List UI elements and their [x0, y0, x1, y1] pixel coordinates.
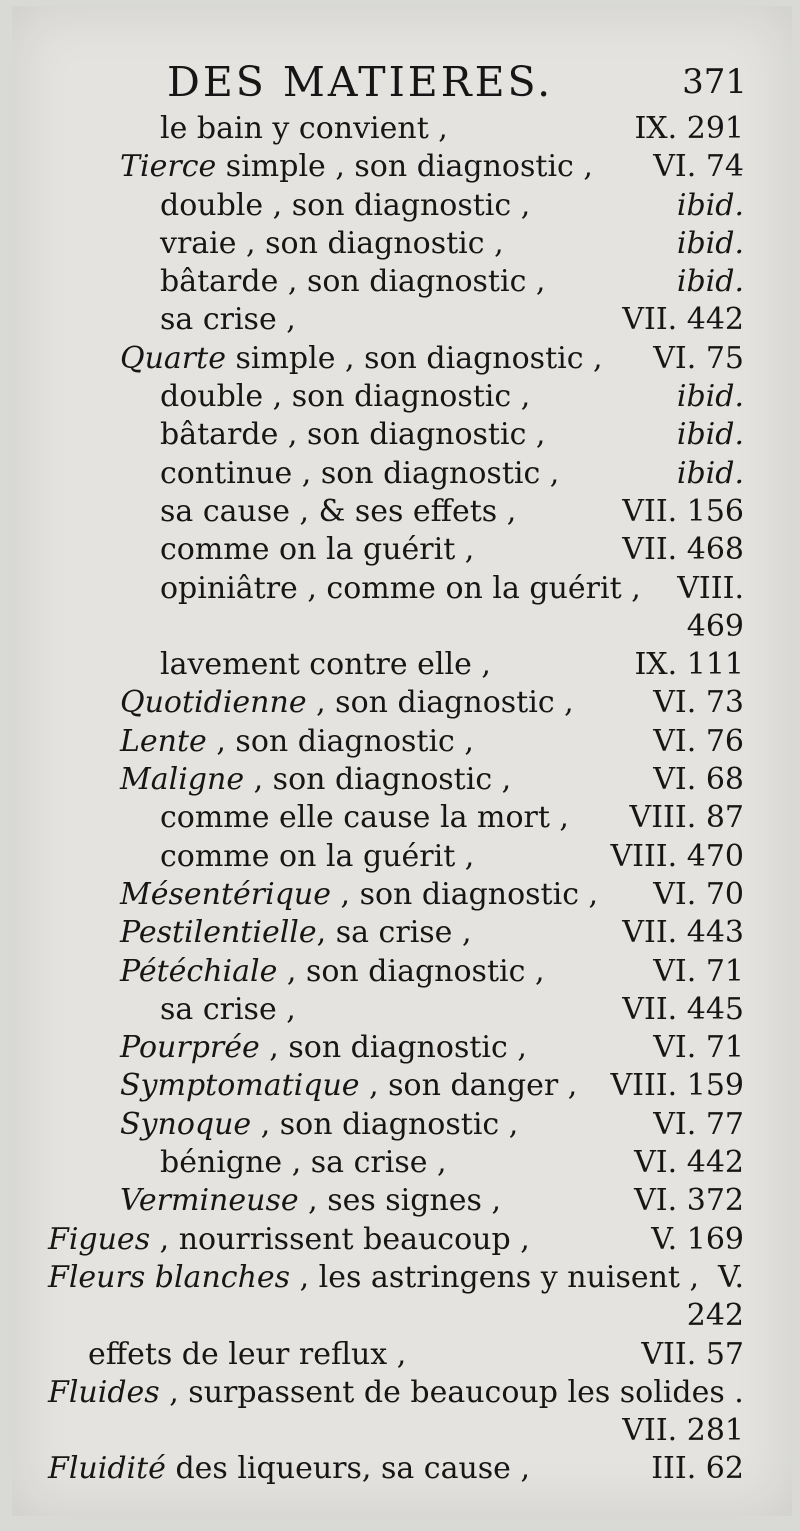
entry-text: [160, 416, 545, 454]
index-entry: [12, 225, 792, 263]
entry-headword: Symptomatique: [120, 1068, 360, 1104]
index-entry: [12, 493, 792, 531]
index-entry: [12, 914, 792, 952]
index-entry: [12, 684, 792, 722]
entry-text: [160, 799, 569, 837]
entry-reference: VII. 281: [622, 1413, 744, 1449]
entry-reference: VI. 77: [653, 1106, 744, 1142]
entry-description: bâtarde , son diagnostic ,: [160, 417, 546, 453]
entry-reference: ibid.: [676, 417, 744, 453]
entry-text: [120, 1106, 518, 1144]
index-entry: [12, 1182, 792, 1220]
entry-reference: VI. 74: [653, 149, 744, 185]
entry-reference: VIII. 159: [610, 1068, 744, 1104]
entry-description: , son danger ,: [359, 1068, 578, 1104]
entry-reference: ibid.: [676, 225, 744, 261]
entry-text: [48, 1221, 530, 1259]
entry-reference: VII. 442: [622, 302, 744, 338]
index-entry: [12, 761, 792, 799]
entry-description: , son diagnostic ,: [251, 1106, 519, 1142]
entry-reference: ibid.: [676, 379, 744, 415]
entry-reference: V. 169: [651, 1221, 744, 1257]
entry-text: [160, 1144, 447, 1182]
entry-text: [120, 340, 603, 378]
entry-text: [160, 646, 491, 684]
entry-reference: VI. 73: [653, 685, 744, 721]
entry-reference: VIII. 87: [629, 800, 744, 836]
index-entry: [12, 953, 792, 991]
entry-description: comme on la guérit ,: [160, 532, 475, 568]
index-entry: [12, 1144, 792, 1182]
entry-headword: Figues: [48, 1221, 151, 1257]
index-entry: [12, 110, 792, 148]
entry-text: [160, 493, 516, 531]
entry-description: , son diagnostic ,: [330, 876, 599, 912]
entry-headword: Quarte: [120, 340, 226, 376]
entry-description: , son diagnostic ,: [306, 685, 574, 721]
entry-reference: V.: [718, 1259, 744, 1295]
entry-description: lavement contre elle ,: [160, 647, 491, 683]
entry-text: [160, 225, 504, 263]
entry-description: double , son diagnostic ,: [160, 379, 531, 415]
entry-text: [48, 1374, 744, 1412]
index-entry: [12, 646, 792, 684]
entry-text: [160, 991, 296, 1029]
entry-description: comme on la guérit ,: [160, 838, 475, 874]
entry-text: [120, 876, 598, 914]
entry-reference: III. 62: [651, 1451, 744, 1487]
index-entry: [12, 608, 792, 646]
index-entry: [12, 991, 792, 1029]
entry-description: des liqueurs, sa cause ,: [165, 1451, 531, 1487]
entry-description: simple , son diagnostic ,: [216, 149, 593, 185]
entry-text: [120, 1029, 527, 1067]
index-entry: [12, 838, 792, 876]
entry-reference: VII. 445: [622, 991, 744, 1027]
entry-text: [120, 723, 474, 761]
entry-description: sa crise ,: [160, 991, 296, 1027]
entry-text: [160, 378, 530, 416]
entry-description: bénigne , sa crise ,: [160, 1145, 447, 1181]
index-entry: [12, 1029, 792, 1067]
entry-reference: VI. 372: [634, 1183, 744, 1219]
entry-headword: Quotidienne: [120, 685, 307, 721]
index-entry: [12, 1297, 792, 1335]
entry-reference: 469: [686, 608, 744, 644]
entry-description: , les astringens y nuisent ,: [290, 1259, 700, 1295]
entry-text: [88, 1336, 406, 1374]
entry-text: [160, 570, 641, 608]
entry-description: , son diagnostic ,: [244, 762, 512, 798]
entry-text: [48, 1259, 699, 1297]
entry-description: effets de leur reflux ,: [88, 1336, 407, 1372]
entry-text: [120, 1067, 577, 1105]
index-entry: [12, 799, 792, 837]
index-entry: [12, 1259, 792, 1297]
index-entry: [12, 1221, 792, 1259]
entry-reference: VIII. 470: [610, 838, 744, 874]
entry-text: [120, 953, 544, 991]
entry-reference: IX. 291: [634, 111, 744, 146]
page-number: 371: [682, 62, 747, 102]
entry-reference: ibid.: [676, 187, 744, 223]
index-entry: [12, 1067, 792, 1105]
entry-reference: VI. 75: [653, 340, 744, 376]
entry-description: continue , son diagnostic ,: [160, 455, 560, 491]
entry-reference: ibid.: [676, 455, 744, 491]
entry-reference: VII. 468: [622, 532, 744, 568]
entry-description: , son diagnostic ,: [206, 723, 474, 759]
entry-reference: VII. 57: [641, 1336, 744, 1372]
index-entries: [12, 110, 792, 1489]
entry-reference: VIII.: [677, 570, 744, 606]
index-entry: [12, 723, 792, 761]
entry-description: comme elle cause la mort ,: [160, 800, 569, 836]
entry-description: , surpassent de beaucoup les solides .: [159, 1374, 744, 1410]
index-entry: [12, 187, 792, 225]
entry-description: , son diagnostic ,: [277, 953, 545, 989]
entry-text: [120, 1182, 501, 1220]
running-header: [167, 56, 757, 108]
index-entry: [12, 378, 792, 416]
entry-headword: Fleurs blanches: [48, 1259, 291, 1295]
entry-reference: VI. 68: [653, 762, 744, 798]
entry-headword: Maligne: [120, 762, 245, 798]
entry-text: [160, 838, 474, 876]
index-entry: [12, 416, 792, 454]
index-entry: [12, 1374, 792, 1412]
index-entry: [12, 1450, 792, 1488]
entry-description: bâtarde , son diagnostic ,: [160, 264, 546, 300]
entry-headword: Vermineuse: [120, 1183, 299, 1219]
entry-headword: Tierce: [120, 149, 217, 185]
entry-reference: VI. 71: [653, 953, 744, 989]
entry-text: [120, 148, 593, 186]
index-entry: [12, 263, 792, 301]
index-entry: [12, 1412, 792, 1450]
entry-description: , nourrissent beaucoup ,: [150, 1221, 530, 1257]
entry-text: [120, 684, 574, 722]
entry-description: le bain y convient ,: [160, 111, 448, 146]
index-entry: [12, 455, 792, 493]
book-page: [12, 6, 792, 1516]
entry-description: , ses signes ,: [298, 1183, 502, 1219]
entry-reference: VI. 71: [653, 1030, 744, 1066]
entry-headword: Pétéchiale: [120, 953, 278, 989]
entry-text: [120, 761, 511, 799]
index-entry: [12, 340, 792, 378]
entry-text: [160, 455, 559, 493]
entry-headword: Mésentérique: [120, 876, 331, 912]
entry-headword: Pestilentielle: [120, 915, 317, 951]
entry-description: vraie , son diagnostic ,: [160, 225, 504, 261]
index-entry: [12, 148, 792, 186]
index-entry: [12, 876, 792, 914]
entry-reference: 242: [686, 1298, 744, 1334]
entry-description: simple , son diagnostic ,: [225, 340, 603, 376]
entry-text: [160, 301, 296, 339]
entry-description: opiniâtre , comme on la guérit ,: [160, 570, 641, 606]
entry-headword: Lente: [120, 723, 207, 759]
index-entry: [12, 1106, 792, 1144]
entry-reference: VI. 442: [634, 1145, 744, 1181]
entry-description: sa cause , & ses effets ,: [160, 493, 517, 529]
entry-text: [48, 1450, 530, 1488]
entry-headword: Pourprée: [120, 1030, 260, 1066]
index-entry: [12, 1336, 792, 1374]
entry-text: [160, 263, 545, 301]
entry-headword: Fluides: [48, 1374, 160, 1410]
entry-reference: IX. 111: [634, 647, 744, 683]
entry-text: [160, 110, 448, 148]
entry-reference: VII. 156: [622, 493, 744, 529]
entry-reference: VII. 443: [622, 915, 744, 951]
entry-description: sa crise ,: [160, 302, 296, 338]
entry-description: , sa crise ,: [316, 915, 472, 951]
entry-headword: Fluidité: [48, 1451, 166, 1487]
index-entry: [12, 301, 792, 339]
entry-description: , son diagnostic ,: [259, 1030, 527, 1066]
entry-reference: VI. 76: [653, 723, 744, 759]
entry-headword: Synoque: [120, 1106, 252, 1142]
entry-text: [160, 187, 530, 225]
page-title: DES MATIERES.: [167, 58, 554, 106]
entry-reference: ibid.: [676, 264, 744, 300]
entry-text: [160, 531, 474, 569]
index-entry: [12, 570, 792, 608]
index-entry: [12, 531, 792, 569]
entry-reference: VI. 70: [653, 876, 744, 912]
entry-description: double , son diagnostic ,: [160, 187, 531, 223]
entry-text: [120, 914, 472, 952]
